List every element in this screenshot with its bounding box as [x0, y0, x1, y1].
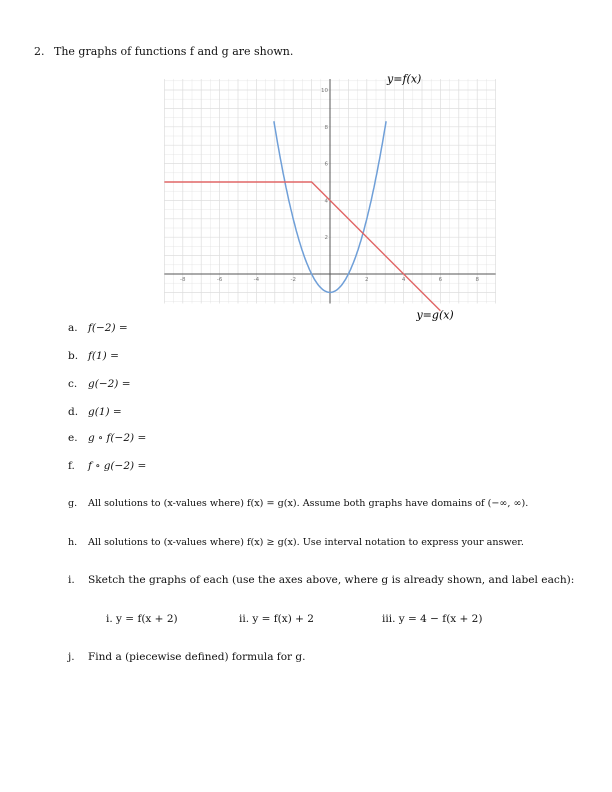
tick-label: -2	[290, 277, 296, 283]
function-graph	[160, 68, 500, 328]
item-letter: a.	[68, 322, 78, 334]
item-text: Find a (piecewise defined) formula for g.	[88, 651, 306, 663]
tick-label: 2	[365, 277, 369, 283]
item-a	[68, 322, 128, 334]
item-text: g ∘ f(−2) =	[88, 432, 147, 444]
subitem-ii	[239, 613, 314, 625]
item-letter: c.	[68, 378, 78, 390]
f-curve-label: y=f(x)	[387, 72, 422, 86]
item-text: g(1) =	[88, 406, 122, 418]
intro-text: The graphs of functions f and g are shown.	[54, 45, 294, 58]
item-e	[68, 432, 146, 444]
subitem-text: iii. y = 4 − f(x + 2)	[382, 613, 483, 625]
item-i	[68, 574, 574, 586]
item-text: f ∘ g(−2) =	[88, 460, 147, 472]
subitem-iii	[382, 613, 482, 625]
item-text: All solutions to (x-values where) f(x) ≥ g(x). Use interval notation to express your answer.	[88, 537, 524, 548]
item-letter: g.	[68, 498, 78, 509]
item-letter: h.	[68, 537, 78, 548]
item-letter: b.	[68, 350, 79, 362]
item-text: f(1) =	[88, 350, 119, 362]
item-h	[68, 537, 524, 548]
tick-label: 6	[438, 277, 443, 283]
item-c	[68, 378, 131, 390]
subitem-text: i. y = f(x + 2)	[106, 613, 178, 625]
item-j	[68, 651, 305, 663]
item-letter: e.	[68, 432, 78, 444]
tick-label: -4	[253, 277, 260, 283]
item-d	[68, 406, 122, 418]
item-letter: i.	[68, 574, 75, 586]
tick-label: -8	[180, 277, 186, 283]
subitem-i	[106, 613, 178, 625]
tick-label: 8	[475, 277, 479, 283]
item-letter: j.	[68, 651, 75, 663]
tick-label: 6	[324, 161, 328, 168]
item-f	[68, 460, 146, 472]
tick-label: 4	[324, 198, 328, 205]
question-intro	[34, 45, 293, 58]
g-curve-label: y=g(x)	[416, 308, 454, 322]
item-g	[68, 498, 528, 509]
tick-label: 10	[321, 88, 328, 94]
question-number: 2.	[34, 45, 45, 58]
tick-label: 8	[324, 124, 328, 131]
item-text: Sketch the graphs of each (use the axes above, where g is already shown, and label each):	[88, 574, 575, 586]
item-text: f(−2) =	[88, 322, 128, 334]
item-letter: f.	[68, 460, 75, 472]
item-text: All solutions to (x-values where) f(x) = g(x). Assume both graphs have domains of (−∞, ∞).	[88, 498, 529, 509]
item-b	[68, 350, 119, 362]
subitem-text: ii. y = f(x) + 2	[239, 613, 314, 625]
item-letter: d.	[68, 406, 79, 418]
item-text: g(−2) =	[88, 378, 131, 390]
tick-label: -6	[216, 277, 223, 283]
tick-label: 2	[324, 235, 328, 242]
tick-label: 4	[401, 277, 406, 283]
